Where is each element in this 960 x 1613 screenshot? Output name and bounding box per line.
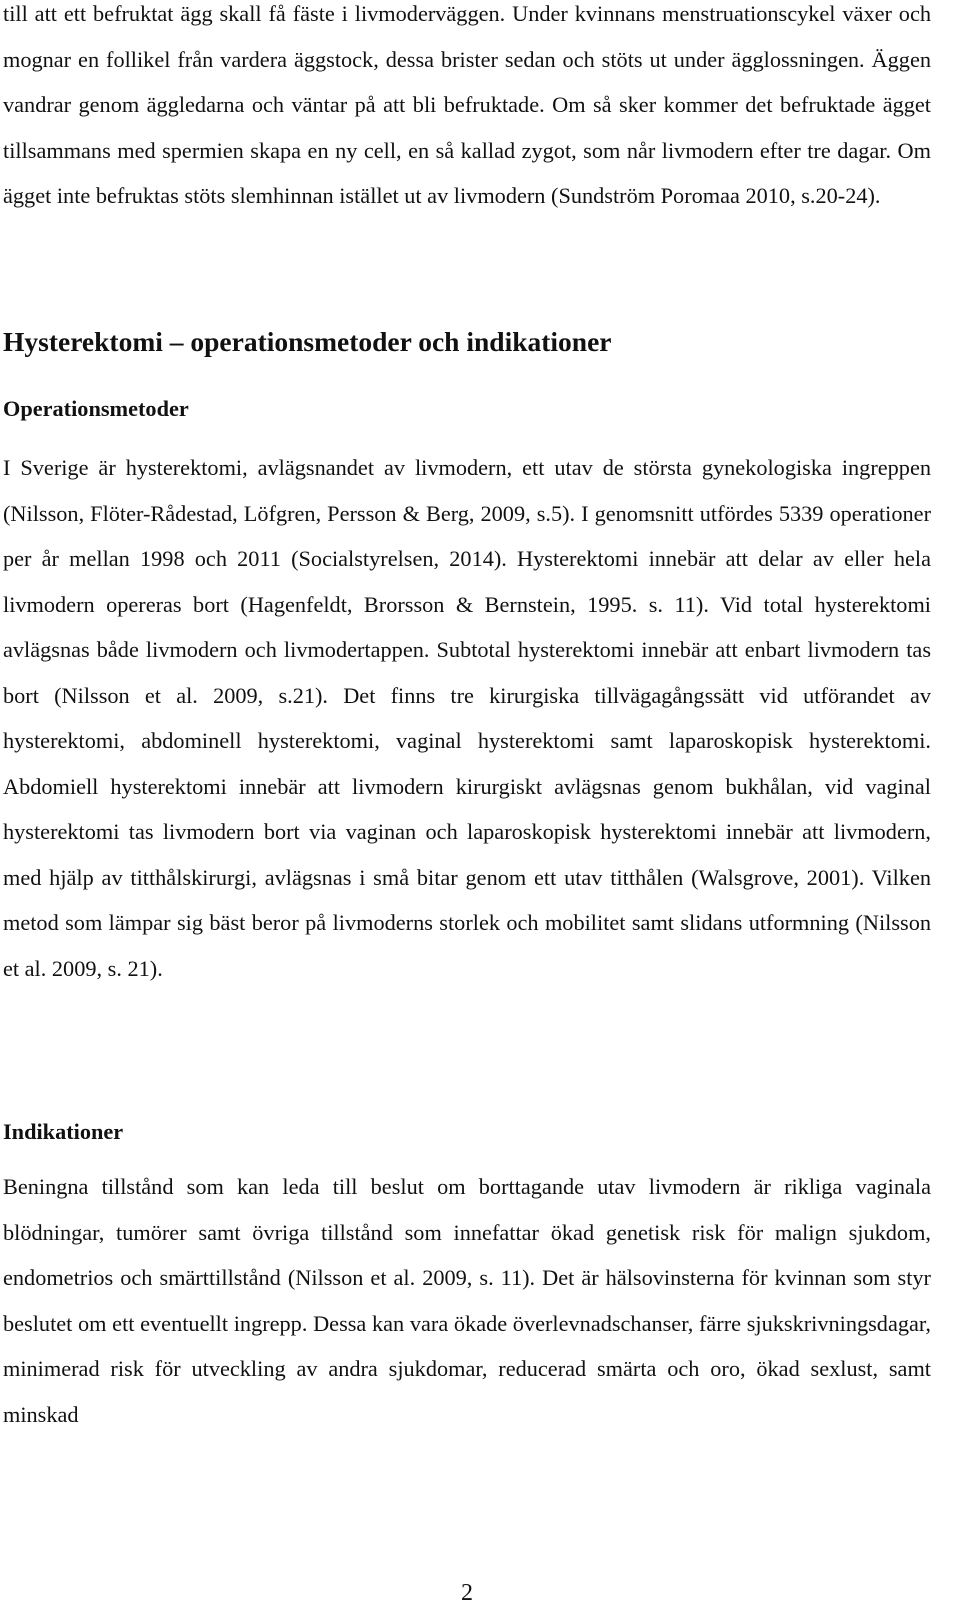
paragraph-indikationer: Beningna tillstånd som kan leda till beslut om borttagande utav livmodern är rikliga vaginala blödningar, tumörer samt övriga tillstånd som innefattar ökad genetisk risk för malign sjukdom, endometrios och smärttillstånd (Nilsson et al. 2009, s. 11). Det är hälsovinsterna för kvinnan som styr beslutet om ett eventuellt ingrepp. Dessa kan vara ökade överlevnadschanser, färre sjukskrivningsdagar, minimerad risk för utveckling av andra sjukdomar, reducerad smärta och oro, ökad sexlust, samt minskad [3, 1174, 931, 1427]
section-heading: Hysterektomi – operationsmetoder och indikationer [3, 326, 612, 357]
page-number: 2 [461, 1580, 473, 1606]
paragraph-intro: till att ett befruktat ägg skall få fäste i livmoderväggen. Under kvinnans menstruationscykel växer och mognar en follikel från vardera äggstock, dessa brister sedan och stöts ut under ägglossningen. Äggen vandrar genom äggledarna och väntar på att bli befruktade. Om så sker kommer det befruktade ägget tillsammans med spermien skapa en ny cell, en så kallad zygot, som når livmodern efter tre dagar. Om ägget inte befruktas stöts slemhinnan istället ut av livmodern (Sundström Poromaa 2010, s.20-24). [3, 1, 931, 208]
subheading-indikationer: Indikationer [3, 1119, 124, 1144]
subheading-operationsmetoder: Operationsmetoder [3, 396, 189, 421]
paragraph-operationsmetoder: I Sverige är hysterektomi, avlägsnandet av livmodern, ett utav de största gynekologiska ingreppen (Nilsson, Flöter-Rådestad, Löfgren, Persson & Berg, 2009, s.5). I genomsnitt utfördes 5339 operationer per år mellan 1998 och 2011 (Socialstyrelsen, 2014). Hysterektomi innebär att delar av eller hela livmodern opereras bort (Hagenfeldt, Brorsson & Bernstein, 1995. s. 11). Vid total hysterektomi avlägsnas både livmodern och livmodertappen. Subtotal hysterektomi innebär att enbart livmodern tas bort (Nilsson et al. 2009, s.21). Det finns tre kirurgiska tillvägagångssätt vid utförandet av hysterektomi, abdominell hysterektomi, vaginal hysterektomi samt laparoskopisk hysterektomi. Abdomiell hysterektomi innebär att livmodern kirurgiskt avlägsnas genom bukhålan, vid vaginal hysterektomi tas livmodern bort via vaginan och laparoskopisk hysterektomi innebär att livmodern, med hjälp av titthålskirurgi, avlägsnas i små bitar genom ett utav titthålen (Walsgrove, 2001). Vilken metod som lämpar sig bäst beror på livmoderns storlek och mobilitet samt slidans utformning (Nilsson et al. 2009, s. 21). [3, 455, 931, 981]
